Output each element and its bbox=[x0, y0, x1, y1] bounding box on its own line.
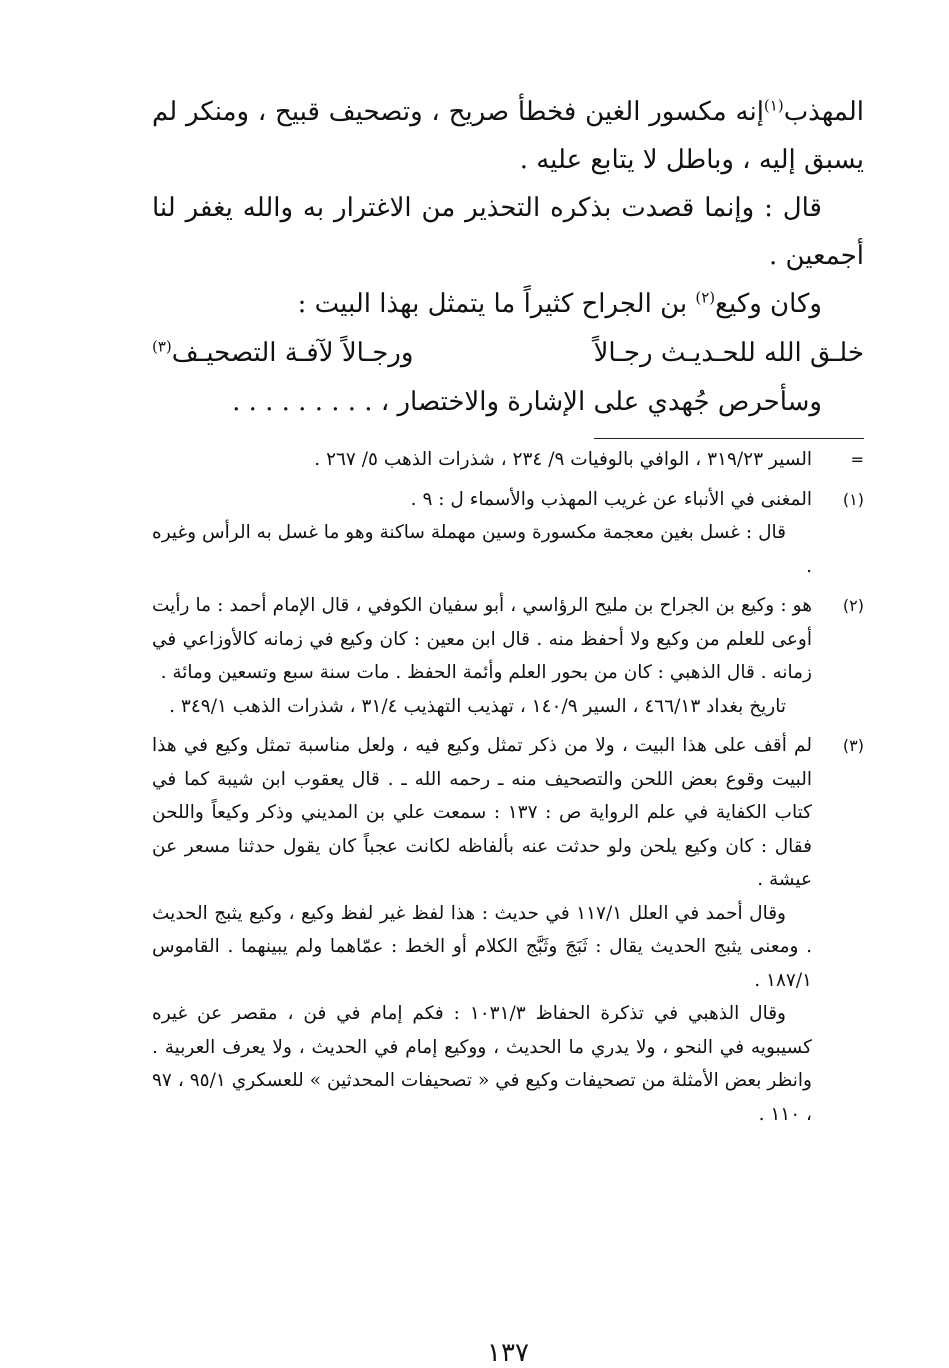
continuation-marker: = bbox=[850, 450, 864, 469]
footnote-1-paragraph-1: المغنى في الأنباء عن غريب المهذب والأسماء ل : ٩ . bbox=[410, 488, 812, 510]
footnote-continuation-text: السير ٣١٩/٢٣ ، الوافي بالوفيات ٩/ ٢٣٤ ، شذرات الذهب ٥/ ٢٦٧ . bbox=[314, 449, 812, 470]
footnote-3-paragraph-3: وقال الذهبي في تذكرة الحفاظ ١٠٣١/٣ : فكم إمام في فن ، مقصر عن غيره كسيبويه في النحو ، ولا يدري ما الحديث ، ووكيع إمام في الحديث ، ولا يعرف العربية . وانظر بعض الأمثلة من تصحيفات وكيع في « تصحيفات المحدثين » للعسكري ٩٥/١ ، ٩٧ ، ١١٠ . bbox=[152, 1003, 812, 1125]
main-paragraph-4: وسأحرص جُهدي على الإشارة والاختصار ، . . . . . . . . . bbox=[232, 387, 822, 417]
footnote-2-number: (٢) bbox=[842, 596, 864, 615]
footnote-separator bbox=[594, 438, 864, 439]
footnote-2-paragraph-2: تاريخ بغداد ٤٦٦/١٣ ، السير ١٤٠/٩ ، تهذيب التهذيب ٣١/٤ ، شذرات الذهب ٣٤٩/١ . bbox=[169, 695, 786, 717]
footnote-1-number: (١) bbox=[842, 489, 864, 509]
main-paragraph-3: وكان وكيع$^{(٢)}$ بن الجراح كثيراً ما يتمثل بهذا البيت : bbox=[297, 288, 822, 319]
verse-first-hemistich: خلـق الله للحـديـث رجـالاً bbox=[593, 338, 864, 368]
footnote-3 bbox=[152, 729, 864, 1131]
footnote-ref-2: (٢) bbox=[695, 288, 716, 307]
footnote-2 bbox=[152, 589, 864, 723]
main-paragraph-2: قال : وإنما قصدت بذكره التحذير من الاغترار به والله يغفر لنا أجمعين . bbox=[152, 193, 864, 271]
footnote-continuation bbox=[152, 443, 864, 477]
poetry-verse bbox=[152, 328, 864, 378]
footnote-ref-3: (٣) bbox=[152, 337, 172, 356]
page-number: ١٣٧ bbox=[487, 1338, 529, 1368]
footnote-3-paragraph-1: لم أقف على هذا البيت ، ولا من ذكر تمثل وكيع فيه ، ولعل مناسبة تمثل وكيع في هذا البيت وقوع بعض اللحن والتصحيف منه ـ رحمه الله ـ . قال يعقوب ابن شيبة كما في كتاب الكفاية في علم الرواية ص : ١٣٧ : سمعت علي بن المديني وذكر وكيعاً واللحن فقال : كان وكيع يلحن ولو حدثت عنه بألفاظه لكانت عجباً كان يقول حدثنا مسعر عن عيشة . bbox=[152, 735, 812, 890]
footnote-2-paragraph-1: هو : وكيع بن الجراح بن مليح الرؤاسي ، أبو سفيان الكوفي ، قال الإمام أحمد : ما رأيت أوعى للعلم من وكيع ولا أحفظ منه . قال ابن معين : كان وكيع في زمانه كالأوزاعي في زمانه . قال الذهبي : كان من بحور العلم وأئمة الحفظ . مات سنة سبع وتسعين ومائة . bbox=[152, 595, 812, 683]
footnote-1-paragraph-2: قال : غسل بغين معجمة مكسورة وسين مهملة ساكنة وهو ما غسل به الرأس وغيره . bbox=[152, 522, 812, 577]
footnote-ref-1: (١) bbox=[763, 96, 784, 115]
main-text bbox=[152, 88, 864, 426]
footnote-3-number: (٣) bbox=[842, 736, 864, 755]
verse-second-hemistich: ورجـالاً لآفـة التصحيـف$^{(٣)}$ bbox=[152, 337, 414, 368]
document-page bbox=[152, 88, 864, 1368]
main-paragraph-1: المهذب$^{(١)}$إنه مكسور الغين فخطأ صريح ، وتصحيف قبيح ، ومنكر لم يسبق إليه ، وباطل لا يتابع عليه . bbox=[152, 96, 864, 175]
footnotes bbox=[152, 443, 864, 1131]
footnote-1 bbox=[152, 483, 864, 584]
footnote-3-paragraph-2: وقال أحمد في العلل ١١٧/١ في حديث : هذا لفظ غير لفظ وكيع ، وكيع يثبج الحديث . ومعنى يثبج الحديث يقال : ثَبَجَ وثَبَّج الكلام أو الخط : عمّاهما ولم يبينهما . القاموس ١٨٧/١ . bbox=[152, 902, 812, 991]
